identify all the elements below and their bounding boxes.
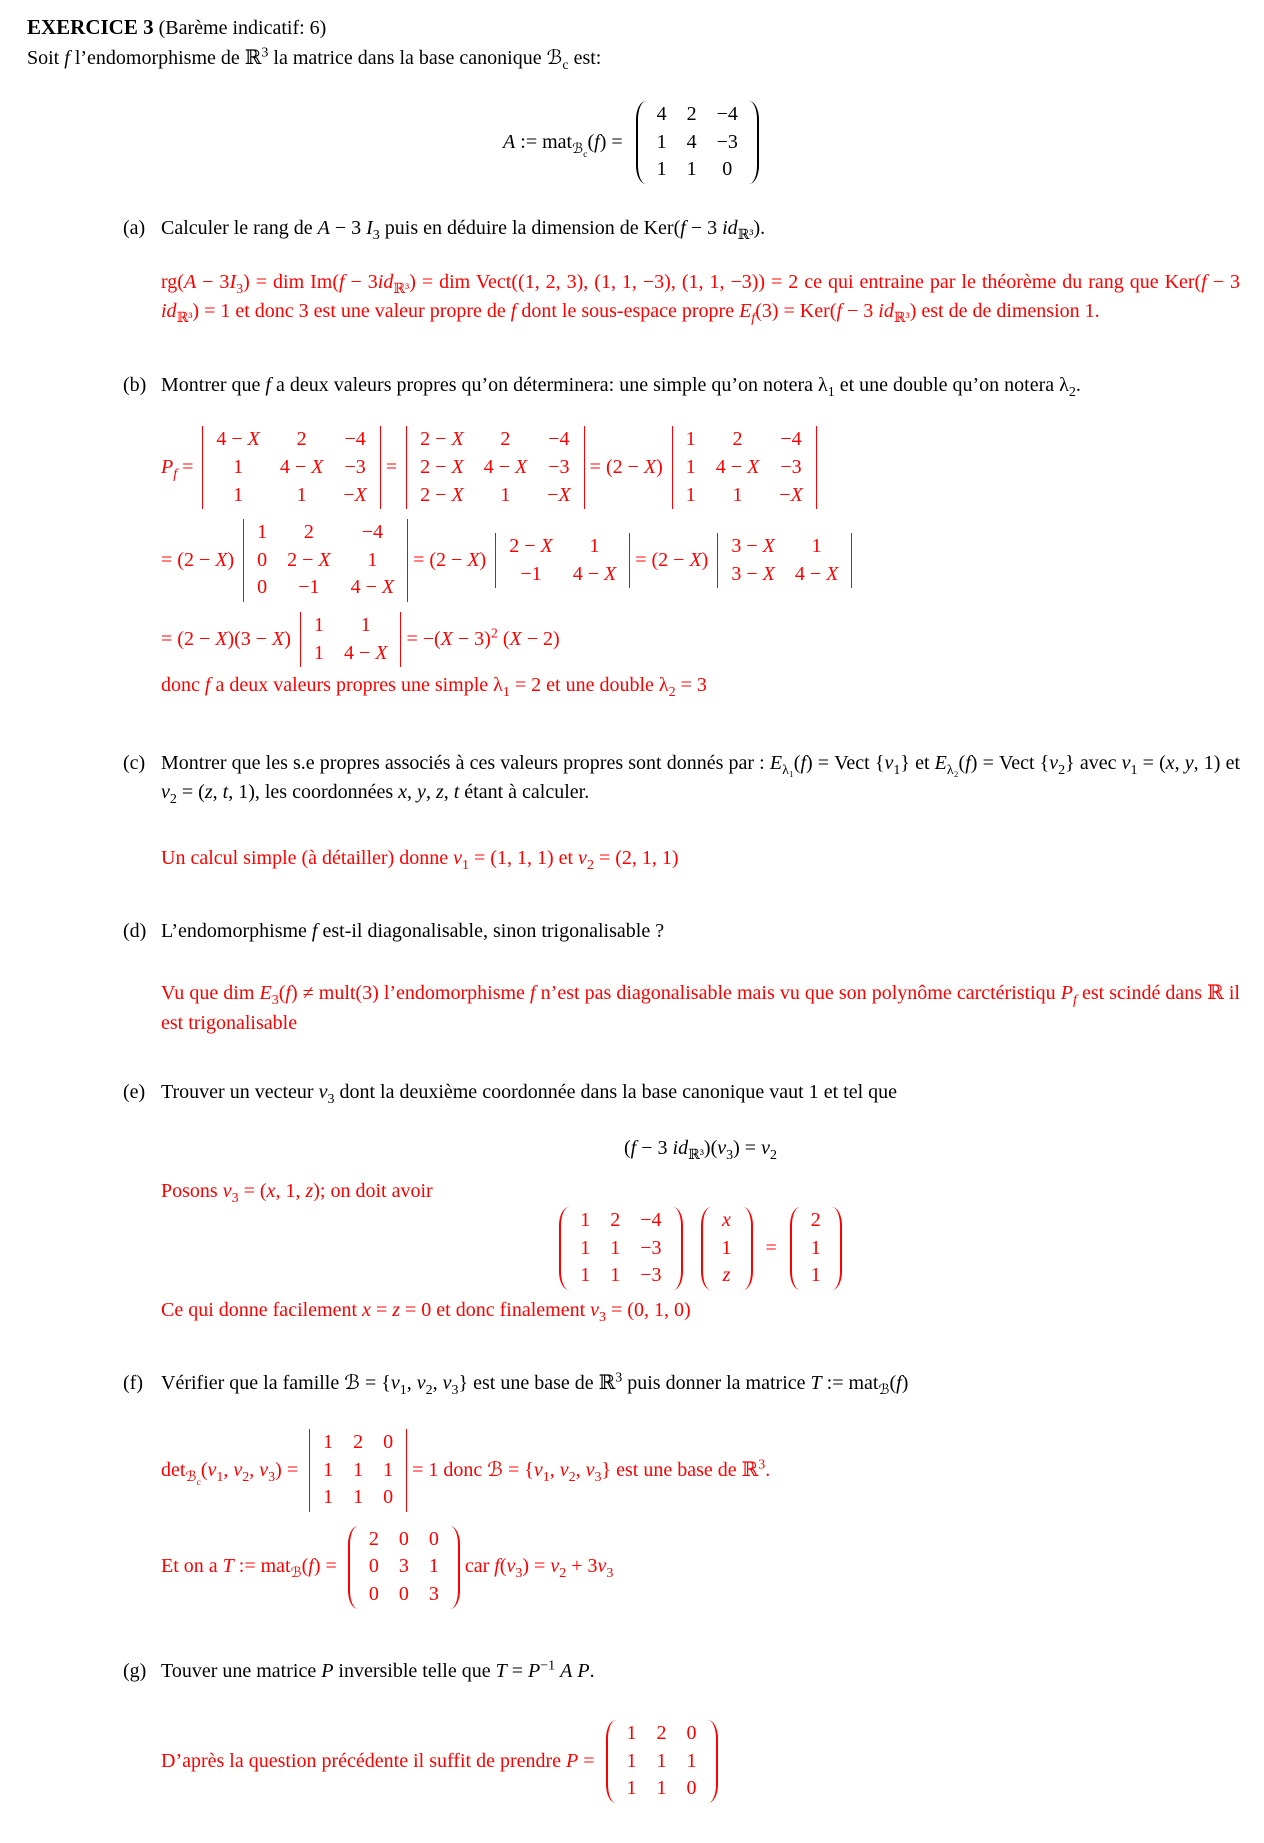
determinant-final <box>300 612 402 667</box>
equals-sign: = <box>765 1236 777 1259</box>
matrix-cell: 4 − X <box>350 576 395 599</box>
matrix-cell: 1 <box>367 548 378 571</box>
matrix-cell: 0 <box>383 1431 394 1453</box>
matrix-cell: 1 <box>428 1555 439 1578</box>
matrix-grid <box>247 519 404 602</box>
matrix-cell: 0 <box>686 1777 697 1800</box>
matrix-cell: 1 <box>360 613 371 636</box>
matrix-cell: 2 <box>368 1527 379 1550</box>
matrix-grid <box>712 1207 742 1290</box>
matrix-cell: 1 <box>257 521 268 544</box>
left-paren <box>701 1207 711 1290</box>
matrix-cell: 1 <box>686 158 697 181</box>
determinant-4x <box>202 426 381 509</box>
matrix-cell: 0 <box>686 1722 697 1745</box>
item-c <box>123 749 1240 874</box>
left-paren <box>790 1207 800 1290</box>
matrix-cell: 1 <box>580 1209 591 1232</box>
right-paren <box>708 1720 718 1803</box>
vector-unknown <box>701 1207 753 1290</box>
matrix-cell: 1 <box>686 1749 697 1772</box>
determinant-col-sum <box>406 426 585 509</box>
matrix-cell: 1 <box>313 613 324 636</box>
item-f-label: (f) <box>123 1372 143 1395</box>
matrix-cell: 1 <box>811 534 822 557</box>
matrix-cell: −4 <box>716 103 738 126</box>
matrix-cell: −3 <box>344 455 366 478</box>
matrix-T <box>348 1526 460 1609</box>
matrix-cell: 2 <box>810 1209 821 1232</box>
matrix-cell: 1 <box>685 428 696 451</box>
definition-equation <box>27 101 1240 184</box>
matrix-cell: −3 <box>780 455 802 478</box>
matrix-cell: −X <box>343 483 367 506</box>
matrix-grid <box>570 1207 671 1290</box>
item-e-label: (e) <box>123 1081 146 1104</box>
right-paren <box>743 1207 753 1290</box>
matrix-cell: 1 <box>732 483 743 506</box>
e-matrix-equation <box>161 1207 1240 1290</box>
matrix-cell: z <box>722 1264 731 1287</box>
matrix-grid <box>676 426 813 509</box>
page-title: EXERCICE 3 <box>27 15 154 39</box>
matrix-cell: 3 <box>398 1555 409 1578</box>
item-f-question: Vérifier que la famille ℬ = {$v_1$, $v_2$, $v_3$} est une base de ℝ$^3$ puis donner la matrice T := mat$_ℬ$(f) <box>161 1370 909 1399</box>
determinant-row-reduced <box>243 519 408 602</box>
matrix-cell: 0 <box>257 548 268 571</box>
matrix-cell: 3 − X <box>731 562 775 585</box>
matrix-cell: −4 <box>640 1209 662 1232</box>
matrix-cell: 4 − X <box>216 428 260 451</box>
matrix-cell: 0 <box>398 1582 409 1605</box>
matrix-cell: 0 <box>722 158 733 181</box>
item-f <box>123 1369 1240 1608</box>
right-paren <box>450 1526 460 1609</box>
title-meta: (Barème indicatif: 6) <box>158 17 327 39</box>
matrix-cell: −3 <box>640 1236 662 1259</box>
matrix-cell: 1 <box>323 1431 334 1453</box>
matrix-cell: 1 <box>323 1486 334 1509</box>
matrix-cell: 0 <box>383 1486 394 1509</box>
matrix-cell: 2 − X <box>420 455 464 478</box>
item-d-question: L’endomorphisme f est-il diagonalisable, sinon trigonalisable ? <box>161 920 665 943</box>
item-a <box>123 214 1240 327</box>
matrix-cell: 4 <box>686 130 697 153</box>
matrix-cell: 4 − X <box>572 562 617 585</box>
left-paren <box>348 1526 358 1609</box>
matrix-cell: 1 <box>810 1264 821 1287</box>
determinant-2x2-reduced <box>717 533 852 588</box>
matrix-cell: −X <box>547 483 571 506</box>
determinant-factored <box>672 426 817 509</box>
matrix-cell: 4 − X <box>483 455 528 478</box>
item-g-question: Touver une matrice P inversible telle que $T = P^{-1}$ A P. <box>161 1657 595 1682</box>
vector-rhs <box>790 1207 842 1290</box>
matrix-cell: 2 − X <box>509 534 553 557</box>
matrix-grid <box>410 426 581 509</box>
e-display-equation: (f − 3 $id_{ℝ^3})(v_3) = v_2$ <box>624 1136 777 1163</box>
matrix-grid <box>721 533 848 588</box>
matrix-cell: 1 <box>626 1749 637 1772</box>
matrix-cell: −3 <box>548 455 570 478</box>
f-det-line: $\det_{ℬ_c}(v_1$, $v_2$, $v_3$) = 1 2 0 1 1 1 1 1 0 = 1 donc ℬ = {$v_1$, $v_2$, $v_3$} est une base de ℝ$^3$. <box>161 1429 1240 1512</box>
matrix-cell: 0 <box>257 576 268 599</box>
matrix-cell: 1 <box>656 158 667 181</box>
matrix-cell: 1 <box>323 1458 334 1481</box>
matrix-cell: −4 <box>344 428 366 451</box>
char-poly-conclusion: donc f a deux valeurs propres une simple $\lambda_1 = 2$ et une double $\lambda_2 = 3$ <box>161 674 707 701</box>
matrix-cell: −4 <box>361 521 383 544</box>
item-b-label: (b) <box>123 373 147 396</box>
matrix-cell: 1 <box>626 1777 637 1800</box>
char-poly-step-3: = (2 − X)(3 − X) 1 1 1 4 − X = $-(X - 3)^2$ (X − 2) <box>161 612 1240 667</box>
item-e-conclusion: Ce qui donne facilement x = z = 0 et donc finalement $v_3 = (0$, 1, 0) <box>161 1298 691 1325</box>
exercise-header <box>27 12 1240 44</box>
matrix-A <box>636 101 759 184</box>
item-c-label: (c) <box>123 751 146 774</box>
matrix-cell: 2 <box>610 1209 621 1232</box>
matrix-cell: 3 − X <box>731 534 775 557</box>
determinant-v1v2v3 <box>309 1429 407 1512</box>
matrix-cell: 1 <box>721 1236 732 1259</box>
item-e-posons: Posons $v_3 = (x$, 1, z); on doit avoir <box>161 1180 433 1207</box>
right-paren <box>749 101 759 184</box>
matrix-cell: x <box>722 1209 731 1232</box>
equation-A-lhs: A := mat$_{ℬ_c}$(f) = <box>503 130 623 160</box>
matrix-cell: 4 − X <box>715 455 760 478</box>
matrix-cell: 0 <box>428 1527 439 1550</box>
item-g-label: (g) <box>123 1659 147 1682</box>
g-answer-line: D’après la question précédente il suffit de prendre P = 1 2 0 1 1 1 1 1 0 <box>161 1720 1240 1803</box>
matrix-cell: 2 − X <box>287 548 331 571</box>
matrix-cell: 1 <box>656 1777 667 1800</box>
item-e-question: Trouver un vecteur $v_3$ dont la deuxième coordonnée dans la base canonique vaut 1 et tel que <box>161 1081 898 1108</box>
matrix-cell: 1 <box>580 1264 591 1287</box>
char-poly-derivation <box>161 426 1240 700</box>
matrix-cell: 1 <box>810 1236 821 1259</box>
matrix-cell: 1 <box>685 483 696 506</box>
char-poly-step-1: $P_f$ = 4 − X 2 −4 1 4 − X −3 1 1 −X = 2 − X 2 −4 2 − X 4 − X −3 2 − X 1 −X = (2 − X) 1 2 −4 1 4 − X −3 1 1 −X <box>161 426 1240 509</box>
matrix-cell: 2 <box>732 428 743 451</box>
item-c-question: Montrer que les s.e propres associés à ces valeurs propres sont donnés par : $E_{\lambda_1}(f)$ = Vect $\{v_1\}$ et $E_{\lambda_2}(f)$ = Vect $\{v_2\}$ avec $v_1 = (x$, y, 1) et $v_2 = (z$, t, 1), les coordonnées x, y, z, t étant à calculer. <box>161 751 1241 808</box>
matrix-grid <box>206 426 377 509</box>
matrix-cell: 1 <box>233 483 244 506</box>
matrix-cell: 1 <box>626 1722 637 1745</box>
matrix-cell: −1 <box>298 576 320 599</box>
matrix-cell: 1 <box>589 534 600 557</box>
item-a-question: Calculer le rang de A − 3 $I_3$ puis en déduire la dimension de Ker(f − 3 $id_{ℝ^3}$). <box>161 216 766 243</box>
matrix-cell: 1 <box>383 1458 394 1481</box>
matrix-cell: 1 <box>313 641 324 664</box>
matrix-grid <box>304 612 398 667</box>
matrix-cell: −3 <box>640 1264 662 1287</box>
char-poly-step-2: = (2 − X) 1 2 −4 0 2 − X 1 0 −1 4 − X = (2 − X) 2 − X 1 −1 4 − X = (2 − X) 3 − X 1 3 − X 4 − X <box>161 519 1240 602</box>
matrix-cell: 4 − X <box>794 562 839 585</box>
matrix-cell: 2 <box>686 103 697 126</box>
matrix-cell: 2 − X <box>420 483 464 506</box>
item-d <box>123 917 1240 1038</box>
matrix-cell: 0 <box>368 1555 379 1578</box>
matrix-cell: 0 <box>398 1527 409 1550</box>
matrix-cell: 1 <box>610 1236 621 1259</box>
matrix-cell: 1 <box>656 130 667 153</box>
matrix-cell: 2 <box>500 428 511 451</box>
matrix-cell: 3 <box>428 1582 439 1605</box>
f-T-line: Et on a T := mat$_ℬ$(f) = 2 0 0 0 3 1 0 0 3 car $f(v_3) = v_2 + 3v_3$ <box>161 1526 1240 1609</box>
matrix-cell: 1 <box>610 1264 621 1287</box>
item-a-label: (a) <box>123 216 146 239</box>
determinant-2x2 <box>495 533 630 588</box>
left-paren <box>606 1720 616 1803</box>
matrix-cell: 1 <box>353 1458 364 1481</box>
matrix-P <box>606 1720 718 1803</box>
matrix-cell: −1 <box>520 562 542 585</box>
item-g <box>123 1657 1240 1803</box>
item-a-answer: $rg(A - 3I_3)$ = dim $Im(f - 3id_{ℝ^3})$ = dim Vect((1, 2, 3), (1, 1, −3), (1, 1, −3)) = 2 ce qui entraine par le théorème du rang que Ker(f − 3 $id_{ℝ^3}) = 1$ et donc 3 est une valeur propre de f dont le sous-espace propre $E_f(3) = Ker(f - 3$ $id_{ℝ^3}$) est de de dimension 1. <box>161 270 1241 327</box>
left-paren <box>559 1207 569 1290</box>
item-d-label: (d) <box>123 920 147 943</box>
matrix-cell: 1 <box>656 1749 667 1772</box>
matrix-cell: 2 <box>656 1722 667 1745</box>
right-paren <box>673 1207 683 1290</box>
matrix-cell: −X <box>779 483 803 506</box>
matrix-cell: 2 <box>353 1431 364 1453</box>
matrix-cell: 2 <box>303 521 314 544</box>
matrix-cell: 4 <box>656 103 667 126</box>
matrix-grid <box>313 1429 403 1512</box>
item-c-answer: Un calcul simple (à détailler) donne $v_1 = (1$, 1, 1) et $v_2 = (2$, 1, 1) <box>161 846 679 873</box>
matrix-cell: 4 − X <box>343 641 388 664</box>
right-paren <box>832 1207 842 1290</box>
intro-text: Soit f l’endomorphisme de ℝ$^3$ la matrice dans la base canonique ℬ$_c$ est: <box>27 44 602 73</box>
matrix-cell: 2 <box>296 428 307 451</box>
item-d-answer: Vu que dim $E_3(f)$ ≠ mult(3) l’endomorphisme f n’est pas diagonalisable mais vu que son polynôme carctéristiqu $P_f$ est scindé dans ℝ il est trigonalisable <box>161 982 1240 1034</box>
left-paren <box>636 101 646 184</box>
matrix-cell: 2 − X <box>420 428 464 451</box>
matrix-cell: 1 <box>353 1486 364 1509</box>
item-b <box>123 371 1240 701</box>
matrix-grid <box>617 1720 707 1803</box>
matrix-cell: 1 <box>296 483 307 506</box>
matrix-coefficients <box>559 1207 682 1290</box>
matrix-grid <box>801 1207 831 1290</box>
matrix-grid <box>499 533 626 588</box>
matrix-cell: 1 <box>580 1236 591 1259</box>
matrix-cell: −4 <box>780 428 802 451</box>
matrix-cell: −4 <box>548 428 570 451</box>
matrix-grid <box>647 101 748 184</box>
matrix-grid <box>359 1526 449 1609</box>
matrix-cell: −3 <box>716 130 738 153</box>
matrix-cell: 1 <box>233 455 244 478</box>
matrix-cell: 4 − X <box>279 455 324 478</box>
matrix-cell: 1 <box>685 455 696 478</box>
matrix-cell: 1 <box>500 483 511 506</box>
item-b-question: Montrer que f a deux valeurs propres qu’on déterminera: une simple qu’on notera $\lambda_1$ et une double qu’on notera $\lambda_2$. <box>161 373 1081 400</box>
item-e <box>123 1078 1240 1325</box>
matrix-cell: 0 <box>368 1582 379 1605</box>
